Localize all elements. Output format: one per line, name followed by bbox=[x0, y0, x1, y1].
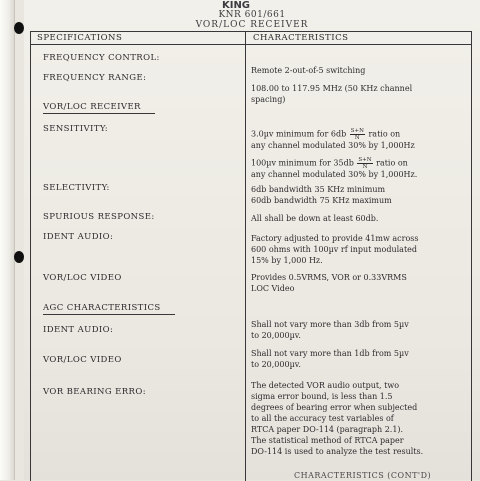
column-divider bbox=[245, 32, 246, 481]
agc-vor-loc-video-value-1: Shall not vary more than 1db from 5µv bbox=[251, 349, 409, 358]
model-number: KNR 601/661 bbox=[218, 10, 286, 20]
sensitivity-a-pre: 3.0µv minimum for 6db bbox=[251, 129, 347, 139]
frequency-range-label: FREQUENCY RANGE: bbox=[43, 73, 147, 83]
sensitivity-value-a-2: any channel modulated 30% by 1,000Hz bbox=[251, 141, 415, 150]
king-logo: KING bbox=[221, 0, 251, 11]
sensitivity-b-post: ratio on bbox=[376, 158, 408, 168]
vor-loc-section-underline bbox=[43, 113, 155, 114]
vor-bearing-error-label: VOR BEARING ERRO: bbox=[43, 387, 146, 397]
spurious-response-value: All shall be down at least 60db. bbox=[251, 214, 379, 223]
continued-characteristics-heading: CHARACTERISTICS (CONT'D) bbox=[294, 471, 432, 480]
binder-hole-middle bbox=[14, 251, 24, 263]
vor-loc-video-label: VOR/LOC VIDEO bbox=[43, 273, 122, 283]
ident-audio-label: IDENT AUDIO: bbox=[43, 232, 114, 242]
agc-vor-loc-video-value-2: to 20,000µv. bbox=[251, 360, 301, 369]
frequency-control-value: Remote 2-out-of-5 switching bbox=[251, 66, 366, 75]
vor-bearing-value-7: DO-114 is used to analyze the test results. bbox=[251, 447, 424, 456]
document-page bbox=[24, 0, 480, 480]
frequency-range-value-2: spacing) bbox=[251, 95, 286, 104]
fraction-denominator: N bbox=[354, 135, 360, 141]
agc-ident-audio-value-1: Shall not vary more than 3db from 5µv bbox=[251, 320, 409, 329]
binder-hole-top bbox=[14, 22, 24, 34]
specifications-table bbox=[30, 31, 472, 481]
fraction-numerator: S+N bbox=[358, 157, 372, 163]
fraction-numerator: S+N bbox=[350, 128, 364, 134]
vor-bearing-value-3: degrees of bearing error when subjected bbox=[251, 403, 418, 412]
frequency-control-label: FREQUENCY CONTROL: bbox=[43, 53, 160, 63]
vor-loc-video-value-1: Provides 0.5VRMS, VOR or 0.33VRMS bbox=[251, 273, 407, 282]
spurious-response-label: SPURIOUS RESPONSE: bbox=[43, 212, 155, 222]
ident-audio-value-2: 600 ohms with 100µv rf input modulated bbox=[251, 245, 418, 254]
vor-loc-section-heading: VOR/LOC RECEIVER bbox=[43, 102, 141, 112]
agc-vor-loc-video-label: VOR/LOC VIDEO bbox=[43, 355, 122, 365]
selectivity-label: SELECTIVITY: bbox=[43, 183, 110, 193]
characteristics-header: CHARACTERISTICS bbox=[253, 33, 349, 43]
agc-ident-audio-value-2: to 20,000µv. bbox=[251, 331, 301, 340]
selectivity-value-1: 6db bandwidth 35 KHz minimum bbox=[251, 185, 386, 194]
ident-audio-value-3: 15% by 1,000 Hz. bbox=[251, 256, 323, 265]
header-rule bbox=[31, 44, 471, 45]
frequency-range-value-1: 108.00 to 117.95 MHz (50 KHz channel bbox=[251, 84, 413, 93]
vor-bearing-value-5: RTCA paper DO-114 (paragraph 2.1). bbox=[251, 425, 404, 434]
specifications-header: SPECIFICATIONS bbox=[37, 33, 123, 43]
agc-ident-audio-label: IDENT AUDIO: bbox=[43, 325, 114, 335]
vor-bearing-value-2: sigma error bound, is less than 1.5 bbox=[251, 392, 393, 401]
agc-section-heading: AGC CHARACTERISTICS bbox=[43, 303, 161, 313]
sensitivity-b-pre: 100µv minimum for 35db bbox=[251, 158, 354, 168]
document-title: VOR/LOC RECEIVER bbox=[195, 20, 309, 30]
vor-bearing-value-4: to all the accuracy test variables of bbox=[251, 414, 394, 423]
ident-audio-value-1: Factory adjusted to provide 41mw across bbox=[251, 234, 419, 243]
sensitivity-label: SENSITIVITY: bbox=[43, 124, 109, 134]
sensitivity-value-b-2: any channel modulated 30% by 1,000Hz. bbox=[251, 170, 418, 179]
sensitivity-a-post: ratio on bbox=[368, 129, 401, 139]
binder-page-edge bbox=[0, 0, 15, 480]
vor-loc-video-value-2: LOC Video bbox=[251, 284, 295, 293]
vor-bearing-value-6: The statistical method of RTCA paper bbox=[251, 436, 404, 445]
selectivity-value-2: 60db bandwidth 75 KHz maximum bbox=[251, 196, 392, 205]
fraction-denominator: N bbox=[362, 164, 368, 170]
agc-section-underline bbox=[43, 314, 175, 315]
vor-bearing-value-1: The detected VOR audio output, two bbox=[251, 381, 400, 390]
